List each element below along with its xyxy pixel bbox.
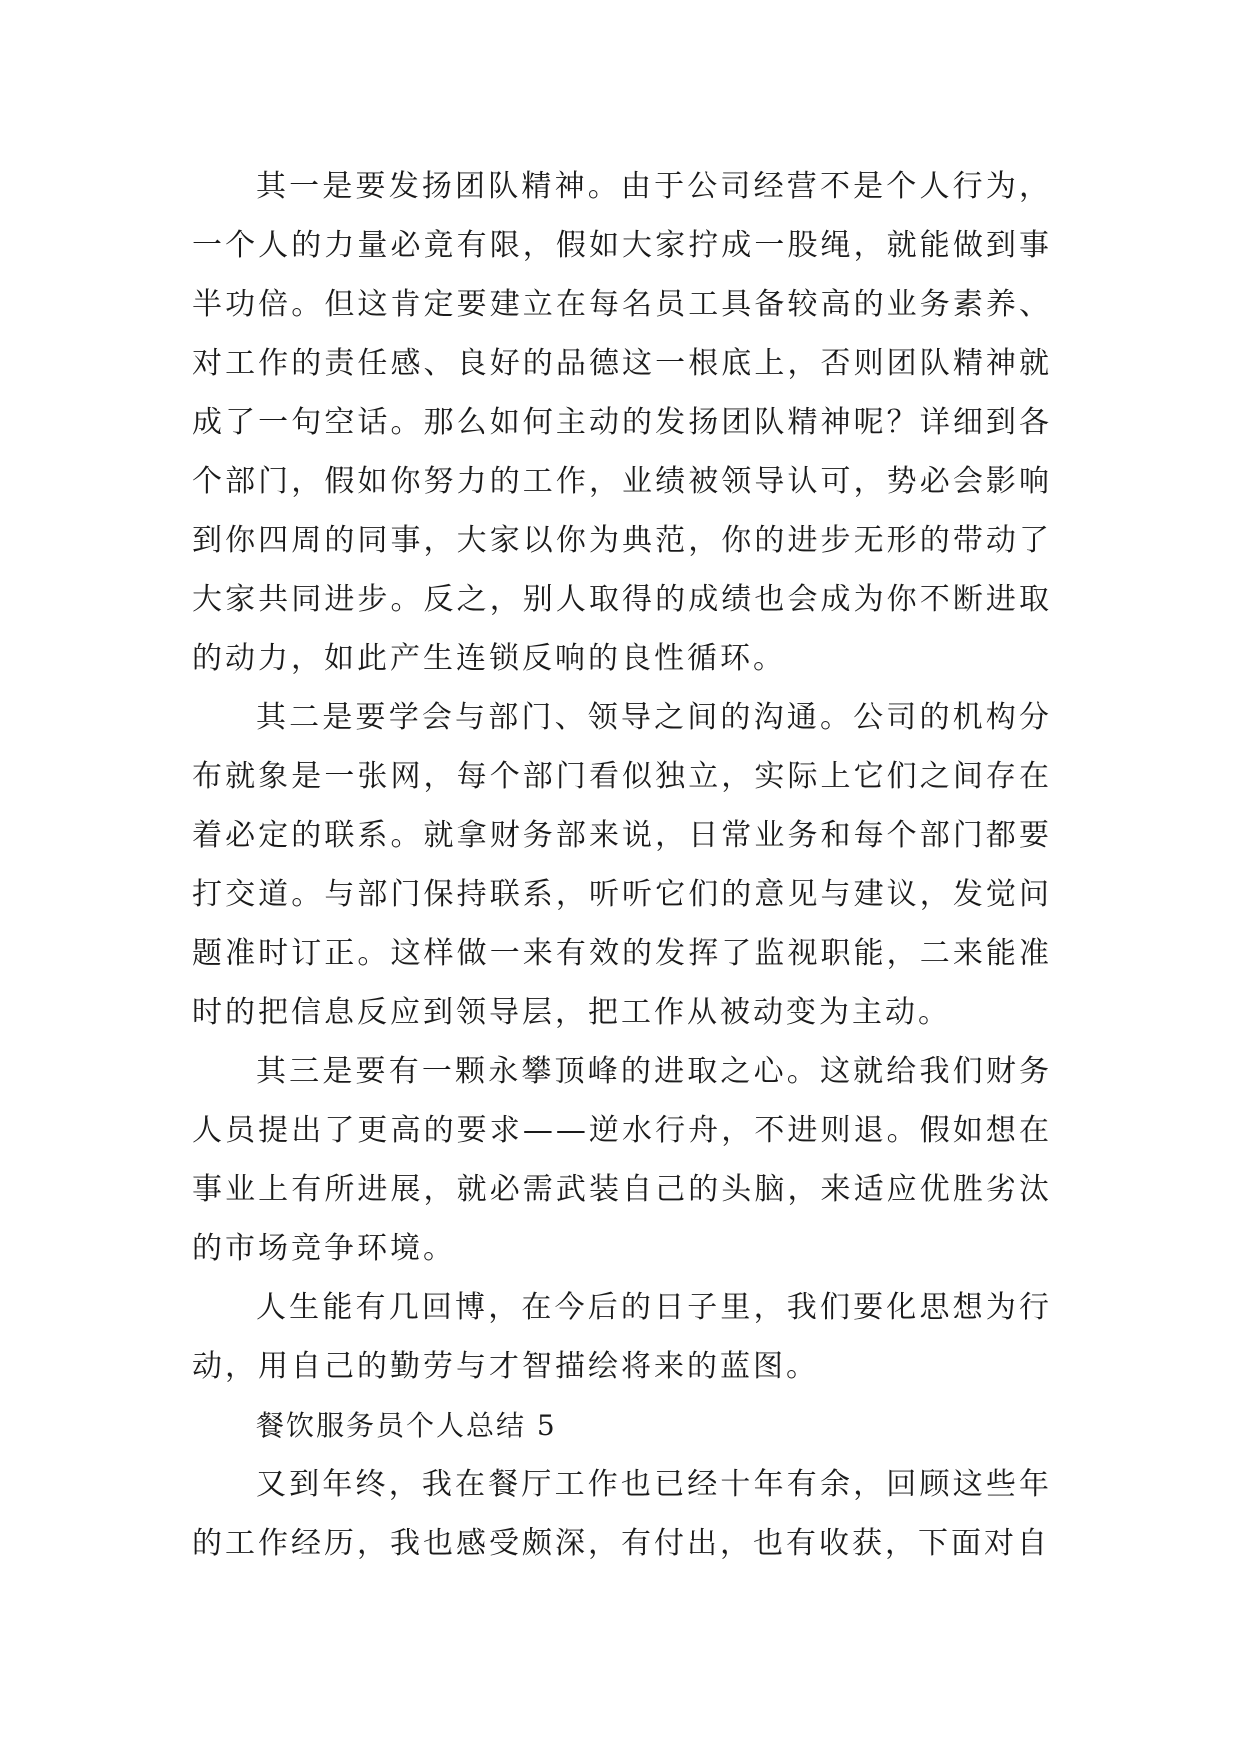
paragraph-year-end: 又到年终，我在餐厅工作也已经十年有余，回顾这些年的工作经历，我也感受颇深，有付出，也有收获，下面对自 xyxy=(192,1467,1052,1561)
paragraph-team-spirit: 其一是要发扬团队精神。由于公司经营不是个人行为，一个人的力量必竟有限，假如大家拧成一股绳，就能做到事半功倍。但这肯定要建立在每名员工具备较高的业务素养、对工作的责任感、良好的品德这一根底上，否则团队精神就成了一句空话。那么如何主动的发扬团队精神呢？详细到各个部门，假如你努力的工作，业绩被领导认可，势必会影响到你四周的同事，大家以你为典范，你的进步无形的带动了大家共同进步。反之，别人取得的成绩也会成为你不断进取的动力，如此产生连锁反响的良性循环。 xyxy=(192,169,1052,676)
document-body xyxy=(192,157,1052,1573)
section-heading: 餐饮服务员个人总结 5 xyxy=(256,1409,557,1442)
paragraph-progress: 其三是要有一颗永攀顶峰的进取之心。这就给我们财务人员提出了更高的要求——逆水行舟，不进则退。假如想在事业上有所进展，就必需武装自己的头脑，来适应优胜劣汰的市场竞争环境。 xyxy=(192,1054,1052,1266)
paragraph-communication: 其二是要学会与部门、领导之间的沟通。公司的机构分布就象是一张网，每个部门看似独立，实际上它们之间存在着必定的联系。就拿财务部来说，日常业务和每个部门都要打交道。与部门保持联系，听听它们的意见与建议，发觉问题准时订正。这样做一来有效的发挥了监视职能，二来能准时的把信息反应到领导层，把工作从被动变为主动。 xyxy=(192,700,1052,1030)
paragraph-life: 人生能有几回博，在今后的日子里，我们要化思想为行动，用自己的勤劳与才智描绘将来的蓝图。 xyxy=(192,1290,1052,1384)
